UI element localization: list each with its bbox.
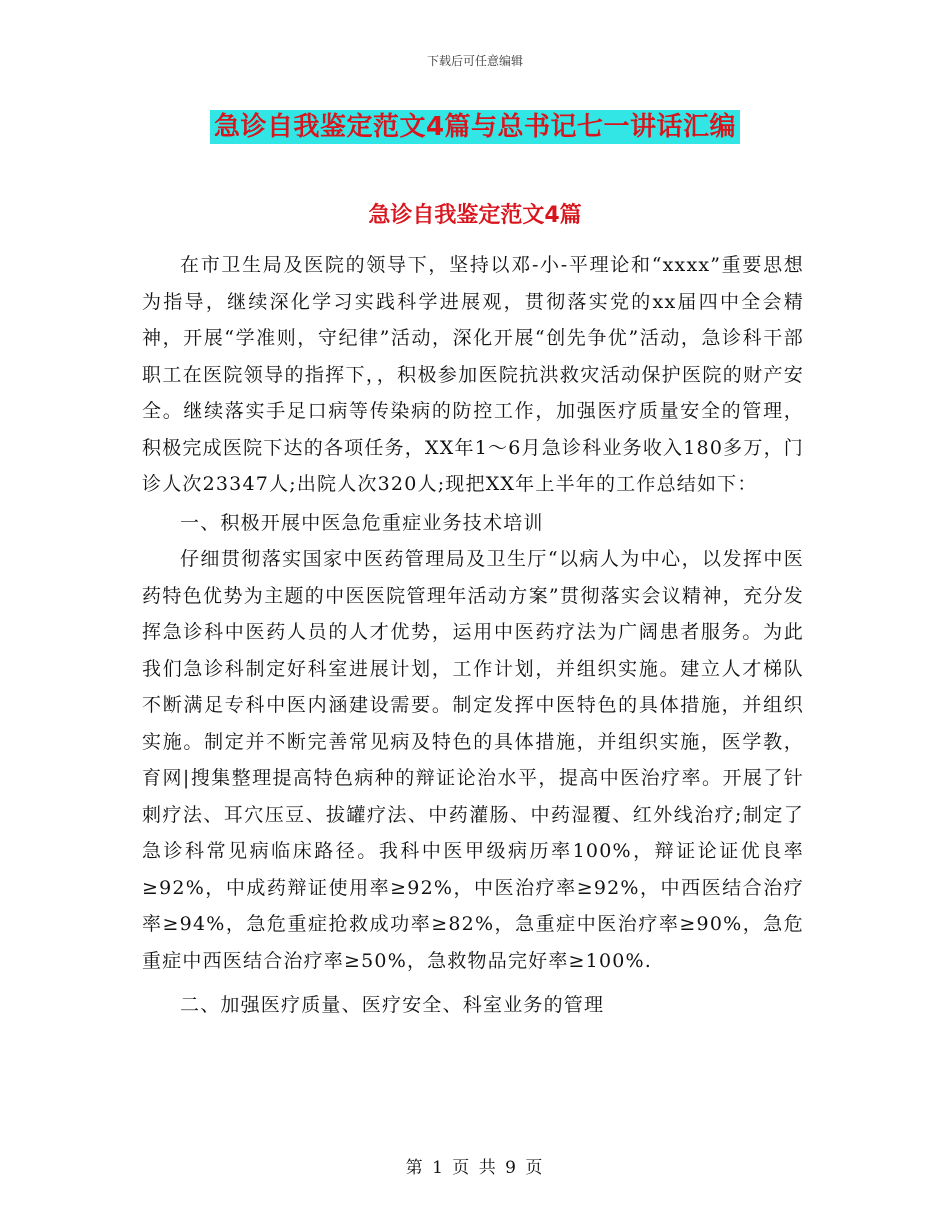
document-body bbox=[142, 247, 804, 1024]
page-header-note: 下载后可任意编辑 bbox=[426, 54, 523, 68]
page-footer-pagination: 第 1 页 共 9 页 bbox=[405, 1158, 545, 1178]
paragraph-training: 仔细贯彻落实国家中医药管理局及卫生厅“以病人为中心，以发挥中医药特色优势为主题的中医医院管理年活动方案”贯彻落实会议精神，充分发挥急诊科中医药人员的人才优势，运用中医药疗法为广阔患者服务。为此我们急诊科制定好科室进展计划，工作计划，并组织实施。建立人才梯队不断满足专科中医内涵建设需要。制定发挥中医特色的具体措施，并组织实施。制定并不断完善常见病及特色的具体措施，并组织实施，医学教，育网|搜集整理提高特色病种的辩证论治水平，提高中医治疗率。开展了针刺疗法、耳穴压豆、拔罐疗法、中药灌肠、中药湿覆、红外线治疗;制定了急诊科常见病临床路径。我科中医甲级病历率100%，辩证论证优良率≥92%，中成药辩证使用率≥92%，中医治疗率≥92%，中西医结合治疗率≥94%，急危重症抢救成功率≥82%，急重症中医治疗率≥90%，急危重症中西医结合治疗率≥50%，急救物品完好率≥100%. bbox=[142, 548, 804, 972]
document-title: 急诊自我鉴定范文4篇与总书记七一讲话汇编 bbox=[210, 110, 740, 144]
section-title: 急诊自我鉴定范文4篇 bbox=[368, 203, 582, 228]
section-heading-1: 一、积极开展中医急危重症业务技术培训 bbox=[180, 511, 544, 534]
document-title-container bbox=[0, 110, 950, 144]
section-heading-2: 二、加强医疗质量、医疗安全、科室业务的管理 bbox=[180, 994, 605, 1016]
paragraph-intro: 在市卫生局及医院的领导下，坚持以邓-小-平理论和“xxxx”重要思想为指导，继续深化学习实践科学进展观，贯彻落实党的xx届四中全会精神，开展“学准则，守纪律”活动，深化开展“创先争优”活动，急诊科干部职工在医院领导的指挥下，，积极参加医院抗洪救灾活动保护医院的财产安全。继续落实手足口病等传染病的防控工作，加强医疗质量安全的管理，积极完成医院下达的各项任务，XX年1～6月急诊科业务收入180多万，门诊人次23347人;出院人次320人;现把XX年上半年的工作总结如下： bbox=[142, 254, 804, 495]
